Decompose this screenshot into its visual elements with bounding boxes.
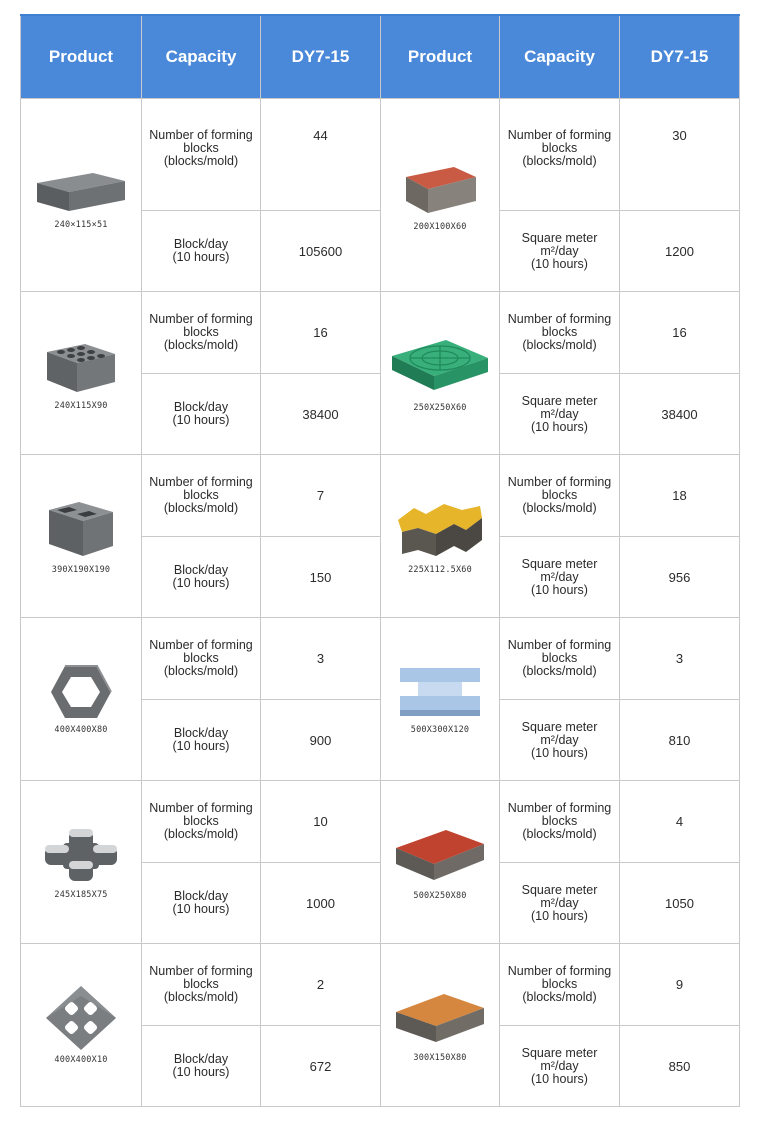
daily-output-label: Square meter m²/day (10 hours) [500,700,620,781]
daily-output-value: 1000 [261,863,381,944]
forming-blocks-label: Number of forming blocks (blocks/mold) [142,781,261,863]
daily-output-value: 105600 [261,211,381,292]
forming-blocks-value: 16 [620,292,740,374]
daily-output-value: 672 [261,1026,381,1107]
daily-output-label: Block/day (10 hours) [142,863,261,944]
daily-output-label: Square meter m²/day (10 hours) [500,1026,620,1107]
hexagon-block-icon [48,662,114,722]
table-row [21,99,740,211]
daily-output-label: Square meter m²/day (10 hours) [500,537,620,618]
forming-blocks-value: 3 [620,618,740,700]
product-size-label: 400X400X10 [54,1054,108,1065]
header-capacity-left: Capacity [142,15,261,99]
header-capacity-right: Capacity [500,15,620,99]
daily-output-label: Block/day (10 hours) [142,1026,261,1107]
daily-output-label: Block/day (10 hours) [142,537,261,618]
daily-output-label: Block/day (10 hours) [142,374,261,455]
product-size-label: 250X250X60 [413,402,467,413]
product-size-label: 400X400X80 [54,724,108,735]
product-size-label: 240×115×51 [54,219,108,230]
forming-blocks-value: 44 [261,99,381,211]
header-row [21,15,740,99]
daily-output-label: Square meter m²/day (10 hours) [500,211,620,292]
daily-output-value: 956 [620,537,740,618]
daily-output-value: 38400 [620,374,740,455]
daily-output-label: Square meter m²/day (10 hours) [500,374,620,455]
forming-blocks-label: Number of forming blocks (blocks/mold) [500,99,620,211]
forming-blocks-label: Number of forming blocks (blocks/mold) [500,618,620,700]
table-row [21,944,740,1026]
forming-blocks-label: Number of forming blocks (blocks/mold) [500,781,620,863]
header-product-right: Product [381,15,500,99]
lattice-grass-paver-icon [44,984,118,1052]
forming-blocks-label: Number of forming blocks (blocks/mold) [142,618,261,700]
product-cell [21,618,142,781]
product-size-label: 500X300X120 [410,724,470,735]
perforated-brick-icon [41,334,121,398]
product-size-label: 225X112.5X60 [408,564,472,575]
header-model-right: DY7-15 [620,15,740,99]
forming-blocks-label: Number of forming blocks (blocks/mold) [500,455,620,537]
orange-slab-icon [390,986,490,1050]
table-row [21,292,740,374]
product-size-label: 200X100X60 [413,221,467,232]
product-size-label: 300X150X80 [413,1052,467,1063]
forming-blocks-label: Number of forming blocks (blocks/mold) [500,292,620,374]
header-product-left: Product [21,15,142,99]
daily-output-value: 850 [620,1026,740,1107]
daily-output-value: 38400 [261,374,381,455]
forming-blocks-label: Number of forming blocks (blocks/mold) [142,944,261,1026]
product-cell [21,781,142,944]
cross-grass-paver-icon [39,823,123,887]
product-size-label: 390X190X190 [51,564,111,575]
product-cell [21,99,142,292]
forming-blocks-label: Number of forming blocks (blocks/mold) [142,99,261,211]
daily-output-label: Square meter m²/day (10 hours) [500,863,620,944]
product-cell [381,455,500,618]
daily-output-value: 1200 [620,211,740,292]
product-cell [21,455,142,618]
daily-output-label: Block/day (10 hours) [142,700,261,781]
table-row [21,618,740,700]
hollow-block-icon [43,496,119,562]
table-row [21,781,740,863]
forming-blocks-value: 2 [261,944,381,1026]
forming-blocks-value: 10 [261,781,381,863]
forming-blocks-label: Number of forming blocks (blocks/mold) [142,292,261,374]
header-model-left: DY7-15 [261,15,381,99]
daily-output-value: 150 [261,537,381,618]
specification-table [20,14,740,1107]
daily-output-value: 900 [261,700,381,781]
forming-blocks-value: 9 [620,944,740,1026]
forming-blocks-value: 3 [261,618,381,700]
forming-blocks-value: 7 [261,455,381,537]
forming-blocks-value: 16 [261,292,381,374]
forming-blocks-value: 4 [620,781,740,863]
product-size-label: 245X185X75 [54,889,108,900]
product-size-label: 240X115X90 [54,400,108,411]
daily-output-value: 1050 [620,863,740,944]
solid-brick-icon [33,159,129,217]
green-tile-icon [388,332,492,400]
red-paver-icon [392,157,488,219]
red-slab-icon [390,822,490,888]
daily-output-value: 810 [620,700,740,781]
i-shape-paver-icon [392,662,488,722]
product-cell [381,781,500,944]
forming-blocks-value: 18 [620,455,740,537]
product-cell [381,99,500,292]
product-cell [21,944,142,1107]
table-row [21,455,740,537]
zigzag-paver-icon [392,496,488,562]
forming-blocks-value: 30 [620,99,740,211]
forming-blocks-label: Number of forming blocks (blocks/mold) [142,455,261,537]
product-cell [21,292,142,455]
product-cell [381,944,500,1107]
product-cell [381,292,500,455]
product-size-label: 500X250X80 [413,890,467,901]
daily-output-label: Block/day (10 hours) [142,211,261,292]
product-cell [381,618,500,781]
forming-blocks-label: Number of forming blocks (blocks/mold) [500,944,620,1026]
